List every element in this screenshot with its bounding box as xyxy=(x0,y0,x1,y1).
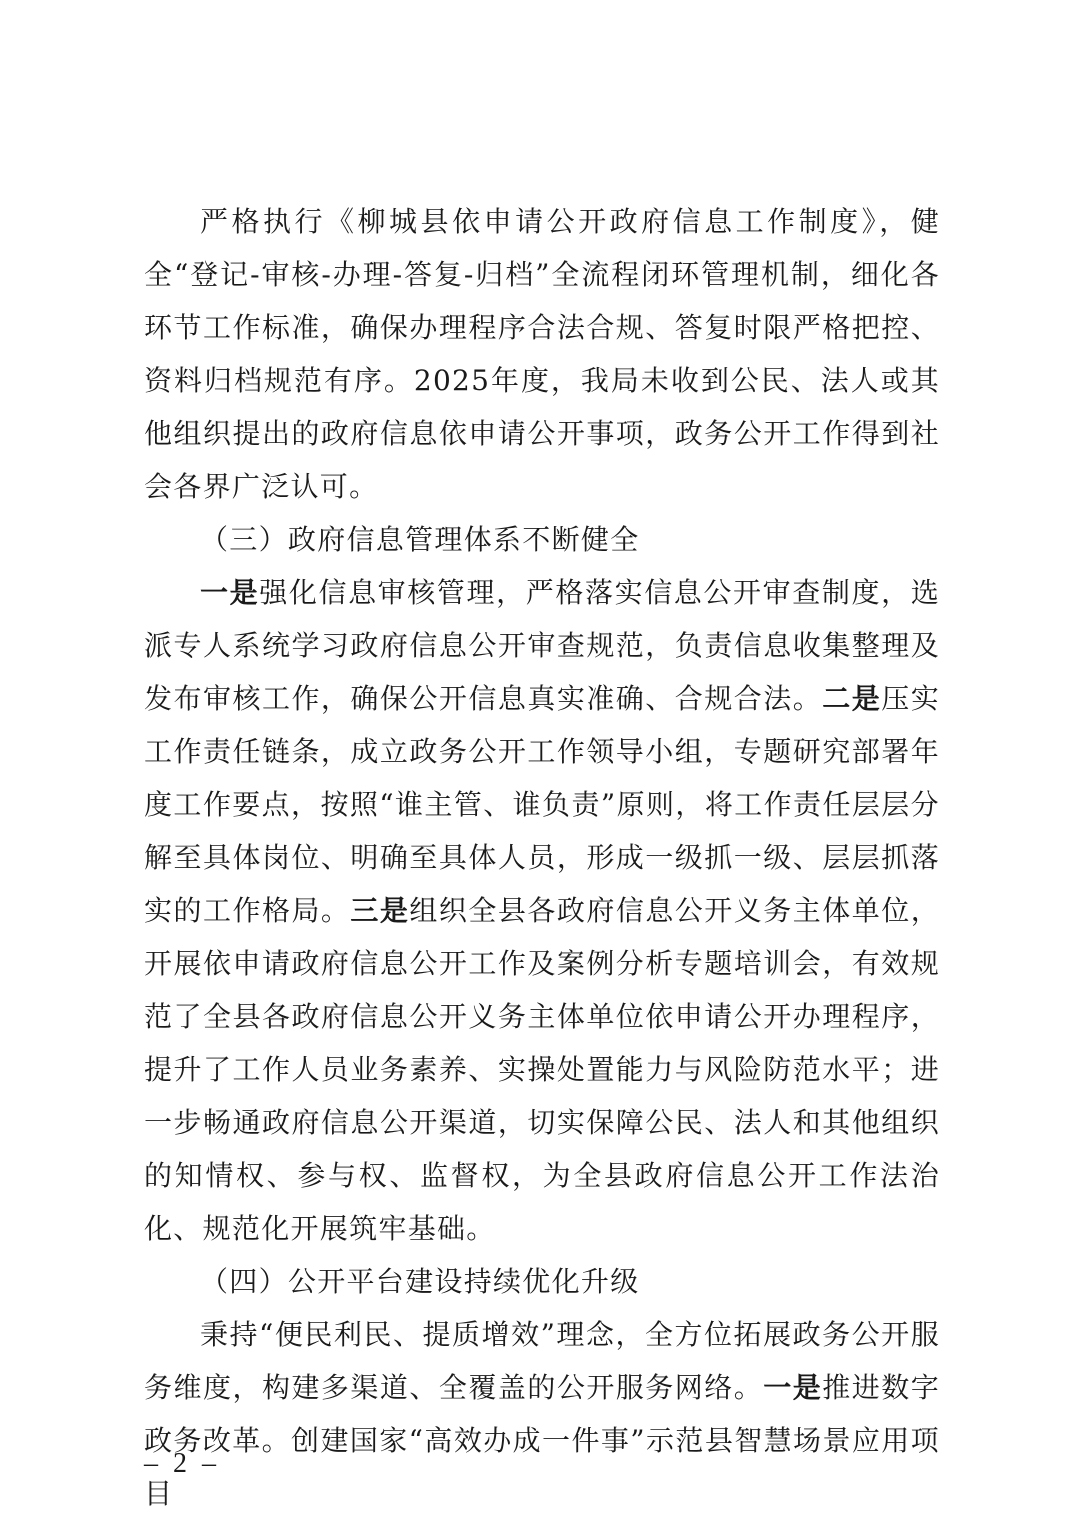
paragraph-platform-building xyxy=(144,1308,940,1520)
section-heading-4: （四）公开平台建设持续优化升级 xyxy=(200,1265,640,1298)
paragraph-text: 强化信息审核管理，严格落实信息公开审查制度，选派专人系统学习政府信息公开审查规范，负责信息收集整理及发布审核工作，确保公开信息真实准确、合规合法。 xyxy=(144,576,940,715)
paragraph-text: 推进数字政务改革。创建国家“高效办成一件事”示范县智慧场景应用项目 xyxy=(144,1371,940,1510)
paragraph-text: 组织全县各政府信息公开义务主体单位，开展依申请政府信息公开工作及案例分析专题培训会，有效规范了全县各政府信息公开义务主体单位依申请公开办理程序，提升了工作人员业务素养、实操处置能力与风险防范水平；进一步畅通政府信息公开渠道，切实保障公民、法人和其他组织的知情权、参与权、监督权，为全县政府信息公开工作法治化、规范化开展筑牢基础。 xyxy=(144,894,940,1245)
document-body xyxy=(144,195,940,1520)
paragraph-info-management xyxy=(144,566,940,1255)
lead-marker-1: 一是 xyxy=(200,576,260,609)
page-number: – 2 – xyxy=(144,1448,220,1479)
lead-marker-3: 三是 xyxy=(350,894,410,927)
paragraph-text: 秉持“便民利民、提质增效”理念，全方位拓展政务公开服务维度，构建多渠道、全覆盖的公开服务网络。 xyxy=(144,1318,940,1404)
lead-marker-2: 二是 xyxy=(822,682,882,715)
paragraph-text: 压实工作责任链条，成立政务公开工作领导小组，专题研究部署年度工作要点，按照“谁主管、谁负责”原则，将工作责任层层分解至具体岗位、明确至具体人员，形成一级抓一级、层层抓落实的工作格局。 xyxy=(144,682,940,927)
lead-marker-1: 一是 xyxy=(763,1371,823,1404)
paragraph-application-disclosure: 严格执行《柳城县依申请公开政府信息工作制度》，健全“登记-审核-办理-答复-归档”全流程闭环管理机制，细化各环节工作标准，确保办理程序合法合规、答复时限严格把控、资料归档规范有序。2025年度，我局未收到公民、法人或其他组织提出的政府信息依申请公开事项，政务公开工作得到社会各界广泛认可。 xyxy=(144,205,940,503)
section-heading-3: （三）政府信息管理体系不断健全 xyxy=(200,523,640,556)
